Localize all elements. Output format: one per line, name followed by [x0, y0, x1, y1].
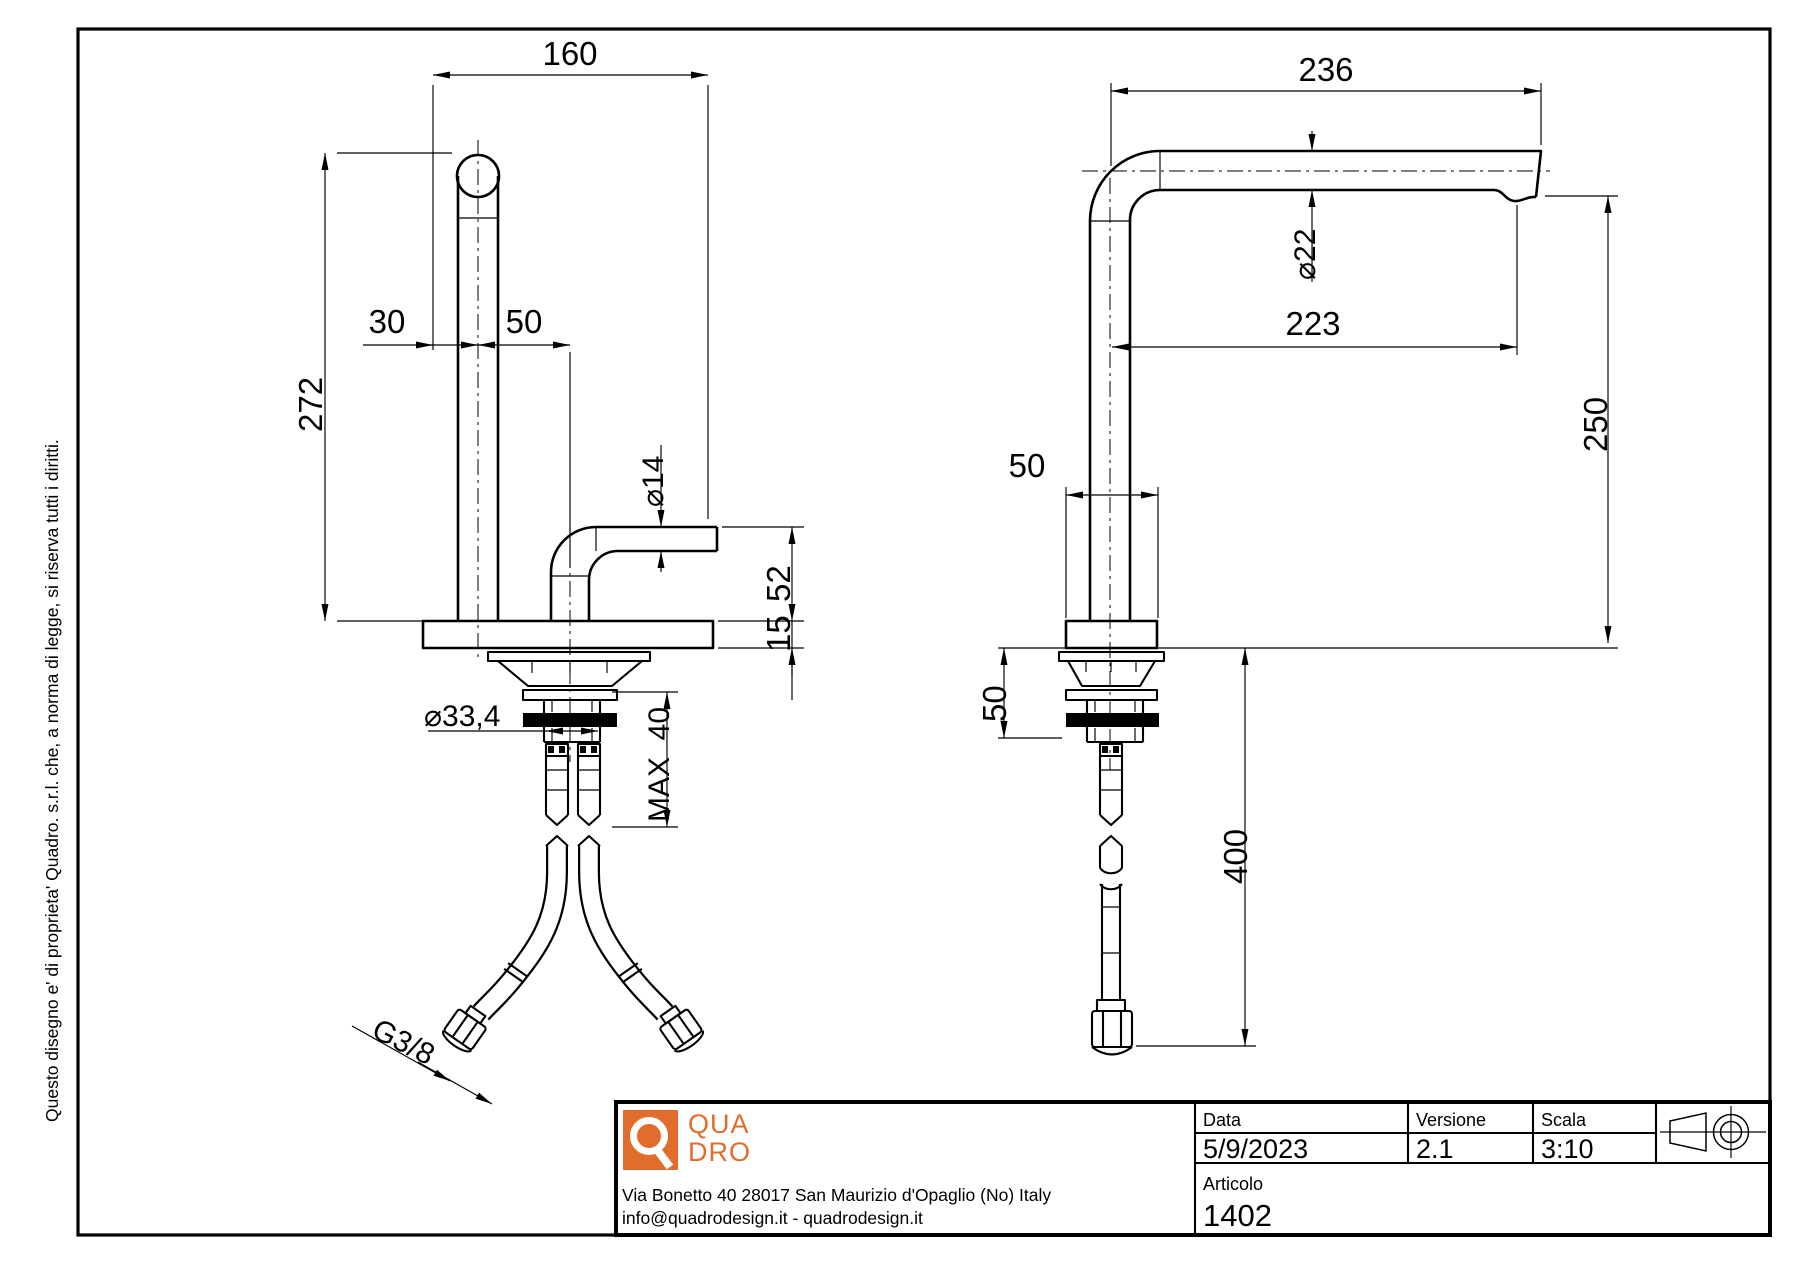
copyright-note: Questo disegno e' di proprieta' Quadro. s.r.l. che, a norma di legge, si riserva tutti i diritti. [42, 439, 62, 1122]
company-address: Via Bonetto 40 28017 San Maurizio d'Opaglio (No) Italy [622, 1185, 1052, 1205]
dim-offset-30: 30 [368, 303, 406, 340]
dim-offset-50: 50 [505, 303, 543, 340]
dim-thread-size: G3/8 [366, 1012, 440, 1072]
brand-name-line1: QUA [688, 1109, 750, 1139]
sheet-border [78, 29, 1770, 1235]
dim-pipe-dia-22: ⌀22 [1289, 228, 1322, 280]
dim-base-depth-50: 50 [1008, 447, 1046, 484]
dim-deck-max-40: MAX 40 [643, 706, 676, 822]
title-block [616, 1102, 1770, 1235]
article-value: 1402 [1203, 1198, 1272, 1233]
front-seal-ring [523, 713, 617, 727]
dim-height-272: 272 [292, 376, 329, 432]
scale-label: Scala [1541, 1110, 1587, 1130]
quadro-logo-icon [623, 1110, 678, 1170]
date-value: 5/9/2023 [1203, 1134, 1309, 1164]
dim-plate-15: 15 [760, 615, 797, 652]
dim-lever-height-52: 52 [760, 565, 797, 602]
side-seal-ring [1066, 713, 1159, 727]
dim-width-160: 160 [542, 35, 598, 72]
dim-under-depth-50: 50 [976, 685, 1013, 722]
article-label: Articolo [1203, 1174, 1264, 1194]
dim-lever-dia-14: ⌀14 [637, 455, 670, 507]
version-value: 2.1 [1416, 1134, 1454, 1164]
date-label: Data [1203, 1110, 1242, 1130]
dim-reach-236: 236 [1298, 51, 1354, 88]
dim-hose-400: 400 [1217, 828, 1254, 884]
company-contacts: info@quadrodesign.it - quadrodesign.it [622, 1208, 923, 1228]
scale-value: 3:10 [1541, 1134, 1594, 1164]
version-label: Versione [1416, 1110, 1487, 1130]
dim-thread-dia-334: ⌀33,4 [424, 700, 501, 733]
dim-reach-223: 223 [1285, 305, 1341, 342]
brand-name-line2: DRO [688, 1137, 751, 1167]
dim-height-250: 250 [1577, 396, 1614, 452]
